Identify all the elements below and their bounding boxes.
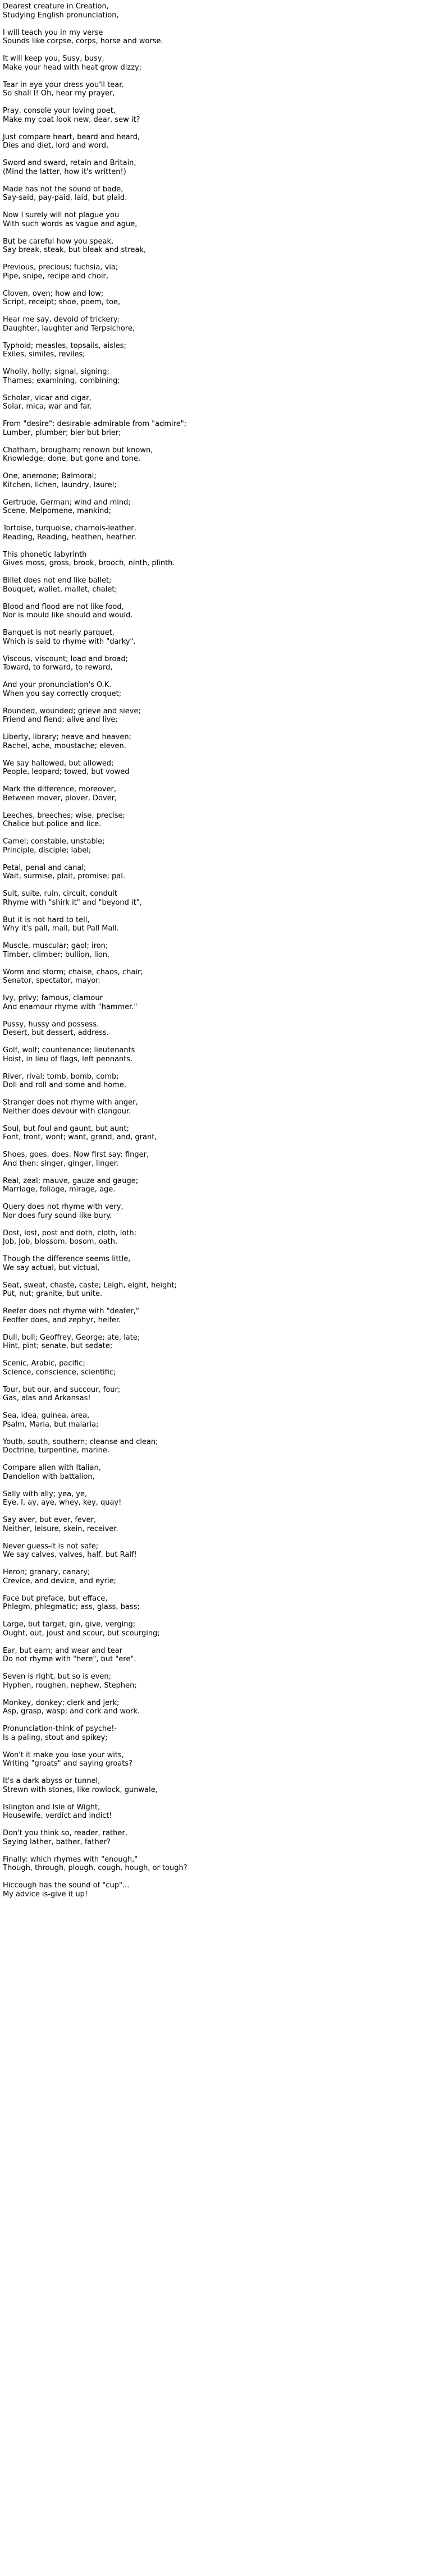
poem-line: Science, conscience, scientific; [3,1368,116,1377]
poem-stanza [3,107,421,124]
poem-line: Reefer does not rhyme with "deafer," [3,1307,139,1315]
poem-stanza [3,890,421,907]
poem-line: Nor does fury sound like bury. [3,1211,112,1220]
poem-stanza [3,290,421,307]
poem-stanza [3,1699,421,1716]
poem-line: Golf, wolf; countenance; lieutenants [3,1046,135,1055]
poem-line: Cloven, oven; how and low; [3,289,104,298]
poem-line: Mark the difference, moreover, [3,785,116,794]
poem-line: Doll and roll and some and home. [3,1081,126,1089]
poem-stanza [3,1281,421,1299]
poem-line: Heron; granary, canary; [3,1568,90,1576]
poem-stanza [3,1594,421,1612]
poem-line: Toward, to forward, to reward, [3,663,113,672]
poem-line: Sounds like corpse, corps, horse and worse. [3,37,163,45]
poem-stanza [3,1464,421,1481]
poem-stanza [3,1751,421,1768]
poem-line: Seven is right, but so is even; [3,1672,112,1681]
poem-line: But be careful how you speak, [3,237,114,246]
poem-stanza [3,1203,421,1220]
poem-stanza [3,681,421,698]
poem-stanza [3,837,421,855]
poem-line: Say aver, but ever, fever, [3,1516,97,1524]
poem-line: Lumber, plumber; bier but brier; [3,428,121,437]
poem-line: Phlegm, phlegmatic; ass, glass, bass; [3,1603,140,1611]
poem-line: Studying English pronunciation, [3,11,119,20]
poem-line: Real, zeal; mauve, gauze and gauge; [3,1176,139,1185]
poem-line: Hint, pint; senate, but sedate; [3,1342,113,1350]
poem-line: Bouquet, wallet, mallet, chalet; [3,585,117,594]
poem-line: Monkey, donkey; clerk and jerk; [3,1698,120,1707]
poem-stanza [3,394,421,411]
poem-line: Is a paling, stout and spikey; [3,1733,108,1742]
poem-line: And enamour rhyme with "hammer." [3,1002,138,1011]
poem-stanza [3,1229,421,1246]
poem-stanza [3,1125,421,1142]
poem-stanza [3,159,421,176]
poem-line: River, rival; tomb, bomb, comb; [3,1072,119,1081]
poem-stanza [3,368,421,385]
poem-line: Font, front, wont; want, grand, and, grant, [3,1133,157,1142]
poem-stanza [3,1725,421,1742]
poem-stanza [3,576,421,594]
poem-stanza [3,1672,421,1690]
poem-line: Dost, lost, post and doth, cloth, loth; [3,1229,136,1237]
poem-stanza [3,2,421,20]
poem-line: It will keep you, Susy, busy, [3,54,104,63]
poem-stanza [3,1881,421,1899]
poem-stanza [3,759,421,777]
poem-stanza [3,655,421,672]
poem-line: Strewn with stones, like rowlock, gunwale, [3,1785,158,1794]
poem-line: Chalice but police and lice. [3,820,102,828]
poem-line: Rounded, wounded; grieve and sieve; [3,707,141,716]
poem-line: Rachel, ache, moustache; eleven. [3,741,126,750]
poem-line: Put, nut; granite, but unite. [3,1290,103,1298]
poem-stanza [3,1620,421,1638]
poem-line: And your pronunciation's O.K. [3,681,112,689]
poem-line: Gas, alas and Arkansas! [3,1394,91,1402]
poem-stanza [3,1359,421,1377]
poem-line: Marriage, foliage, mirage, age. [3,1185,116,1194]
poem-line: So shall I! Oh, hear my prayer, [3,89,115,98]
poem-line: Dandelion with battalion, [3,1472,95,1481]
poem-line: Pronunciation-think of psyche!- [3,1725,117,1733]
poem-line: Shoes, goes, does. Now first say: finger, [3,1151,149,1159]
poem-line: Reading, Reading, heathen, heather. [3,533,136,542]
poem-stanza [3,1568,421,1585]
poem-line: Blood and flood are not like food, [3,602,124,611]
poem-stanza [3,1855,421,1873]
poem-line: Nor is mould like should and would. [3,611,133,620]
poem-line: Psalm, Maria, but malaria; [3,1420,99,1429]
poem-line: Doctrine, turpentine, marine. [3,1446,110,1455]
poem-line: Pussy, hussy and possess. [3,1020,99,1029]
poem-line: Liberty, library; heave and heaven; [3,733,131,741]
poem-line: Desert, but dessert, address. [3,1029,109,1037]
poem-line: Hiccough has the sound of "cup"... [3,1881,130,1890]
poem-line: Principle, disciple; label; [3,846,91,855]
poem-stanza [3,551,421,568]
poem-line: Leeches, breeches; wise, precise; [3,811,125,820]
poem-line: Typhoid; measles, topsails, aisles; [3,341,126,350]
poem-line: Banquet is not nearly parquet, [3,629,115,637]
poem-line: Kitchen, lichen, laundry, laurel; [3,480,117,489]
poem-line: Make my coat look new, dear, sew it? [3,115,140,124]
poem-stanza [3,54,421,72]
poem-stanza [3,1046,421,1064]
poem-line: Don't you think so, reader, rather, [3,1829,127,1837]
poem-stanza [3,1177,421,1194]
poem-stanza [3,1307,421,1324]
poem-stanza [3,1490,421,1507]
poem-stanza [3,342,421,359]
poem-stanza [3,1098,421,1116]
poem-line: Compare alien with Italian, [3,1464,101,1472]
poem-line: One, anemone; Balmoral; [3,472,97,480]
poem-stanza [3,968,421,986]
poem-line: Neither, leisure, skein, receiver. [3,1524,118,1533]
poem-stanza [3,733,421,750]
poem-stanza [3,629,421,646]
poem-line: Gives moss, gross, brook, brooch, ninth, plinth. [3,559,175,567]
poem-stanza [3,185,421,203]
poem-line: Pray, console your loving poet, [3,107,116,115]
poem-line: Ivy, privy; famous, clamour [3,994,103,1002]
poem-line: Youth, south, southern; cleanse and clean; [3,1437,158,1446]
poem-stanza [3,1438,421,1455]
poem-line: Saying lather, bather, father? [3,1837,111,1846]
poem-stanza [3,1647,421,1664]
poem-line: We say calves, valves, half, but Ralf! [3,1551,137,1559]
poem-line: Job, Job, blossom, bosom, oath. [3,1237,118,1246]
poem-line: Though, through, plough, cough, hough, or tough? [3,1864,187,1872]
poem-line: Eye, I, ay, aye, whey, key, quay! [3,1498,122,1507]
poem-stanza [3,1072,421,1090]
poem-line: Tour, but our, and succour, four; [3,1385,121,1394]
poem-line: Worm and storm; chaise, chaos, chair; [3,968,143,977]
poem-line: Sword and sward, retain and Britain, [3,159,136,167]
poem-stanza [3,315,421,333]
poem-line: Won't it make you lose your wits, [3,1750,124,1759]
poem-line: Hyphen, roughen, nephew, Stephen; [3,1681,137,1690]
poem-line: Gertrude, German; wind and mind; [3,498,131,507]
poem-line: Petal, penal and canal; [3,863,86,872]
poem-line: Previous, precious; fuchsia, via; [3,263,118,272]
poem-stanza [3,785,421,803]
poem-stanza [3,1803,421,1821]
poem-line: Hear me say, devoid of trickery: [3,315,120,324]
poem-line: Finally: which rhymes with "enough," [3,1855,138,1864]
poem-line: Just compare heart, beard and heard, [3,132,140,141]
poem-line: It's a dark abyss or tunnel, [3,1777,100,1785]
poem-stanza [3,1255,421,1272]
poem-stanza [3,420,421,437]
poem-line: Wholly, holly; signal, signing; [3,368,109,376]
poem-line: We say hallowed, but allowed; [3,759,114,768]
poem-stanza [3,994,421,1011]
poem-line: Query does not rhyme with very, [3,1203,123,1211]
poem-line: Between mover, plover, Dover, [3,794,117,803]
poem-line: Crevice, and device, and eyrie; [3,1576,117,1585]
poem-line: Pipe, snipe, recipe and choir, [3,272,109,281]
poem-line: Do not rhyme with "here", but "ere". [3,1655,136,1663]
poem-line: Camel; constable, unstable; [3,837,105,846]
poem-stanza [3,29,421,46]
poem-line: Sea, idea, guinea, area, [3,1411,90,1420]
poem-line: Wait, surmise, plait, promise; pal. [3,872,125,881]
poem-line: Muscle, muscular; gaol; iron; [3,942,108,950]
poem-stanza [3,603,421,620]
poem-line: Chatham, brougham; renown but known, [3,446,153,455]
poem-line: Suit, suite, ruin, circuit, conduit [3,890,117,898]
poem-stanza [3,942,421,959]
poem-line: Housewife, verdict and indict! [3,1812,112,1820]
poem-line: Stranger does not rhyme with anger, [3,1098,138,1107]
poem-stanza [3,133,421,150]
poem-line: Senator, spectator, mayor. [3,977,100,985]
poem-stanza [3,237,421,255]
poem-line: (Mind the latter, how it's written!) [3,167,126,176]
poem-stanza [3,1386,421,1403]
poem-line: From "desire": desirable-admirable from "admire"; [3,420,187,428]
poem-line: Say break, steak, but bleak and streak, [3,246,147,254]
poem-line: Ought, out, joust and scour, but scourging; [3,1629,160,1638]
poem-line: Script, receipt; shoe, poem, toe, [3,298,121,306]
poem-line: Viscous, viscount; load and broad; [3,654,129,663]
poem-line: Now I surely will not plague you [3,211,120,219]
poem-line: Tortoise, turquoise, chamois-leather, [3,524,136,533]
poem-line: Exiles, similes, reviles; [3,350,85,359]
poem-line: Thames; examining, combining; [3,376,120,385]
poem-line: Scenic, Arabic, pacific; [3,1359,85,1368]
poem-stanza [3,812,421,829]
poem-line: Dearest creature in Creation, [3,2,109,11]
poem-line: Though the difference seems little, [3,1255,131,1263]
poem-stanza [3,1777,421,1794]
poem-stanza [3,524,421,542]
poem-stanza [3,1542,421,1560]
poem-line: When you say correctly croquet; [3,689,122,698]
poem-line: Seat, sweat, chaste, caste; Leigh, eight, height; [3,1281,177,1290]
poem-line: Face but preface, but efface, [3,1594,108,1603]
poem-line: Tear in eye your dress you'll tear. [3,80,124,89]
poem-line: My advice is-give it up! [3,1890,88,1899]
poem-stanza [3,1020,421,1038]
poem-stanza [3,1333,421,1351]
poem-stanza [3,211,421,228]
poem-line: I will teach you in my verse [3,28,103,37]
poem-line: Islington and Isle of Wight, [3,1803,100,1812]
poem-line: Knowledge; done, but gone and tone, [3,455,140,463]
poem-stanza [3,498,421,516]
poem-line: Say-said, pay-paid, laid, but plaid. [3,194,127,202]
poem-line: People, leopard; towed, but vowed [3,768,130,776]
poem-line: This phonetic labyrinth [3,550,87,559]
poem-line: Neither does devour with clangour. [3,1107,131,1116]
poem-line: Ear, but earn; and wear and tear [3,1646,123,1655]
poem-line: Soul, but foul and gaunt, but aunt; [3,1124,129,1133]
poem-stanza [3,707,421,725]
poem-line: Dull, bull; Geoffrey, George; ate, late; [3,1333,140,1342]
poem-stanza [3,81,421,98]
poem-line: Never guess-it is not safe; [3,1542,99,1551]
poem-line: Scene, Melpomene, mankind; [3,507,111,515]
poem-line: Scholar, vicar and cigar, [3,393,91,402]
poem-line: Sally with ally; yea, ye, [3,1489,88,1498]
poem-stanza [3,864,421,881]
poem-stanza [3,916,421,933]
poem-line: Writing "groats" and saying groats? [3,1759,133,1768]
poem-line: Make your head with heat grow dizzy; [3,63,142,72]
poem-line: Hoist, in lieu of flags, left pennants. [3,1055,133,1064]
poem-line: Friend and fiend; alive and live; [3,716,118,724]
poem-line: Asp, grasp, wasp; and cork and work. [3,1707,140,1716]
poem-line: But it is not hard to tell, [3,915,90,924]
poem-line: Which is said to rhyme with "darky". [3,637,136,646]
poem-line: With such words as vague and ague, [3,219,138,228]
poem-line: Large, but target, gin, give, verging; [3,1620,136,1629]
poem-stanza [3,1151,421,1168]
poem-line: Billet does not end like ballet; [3,576,112,585]
poem-stanza [3,1516,421,1533]
poem-stanza [3,263,421,281]
poem-stanza [3,1829,421,1846]
poem-line: Why it's pall, mall, but Pall Mall. [3,924,119,933]
poem-line: Timber, climber; bullion, lion, [3,950,110,959]
poem-stanza [3,1411,421,1429]
poem-line: Rhyme with "shirk it" and "beyond it", [3,898,142,907]
poem-stanza [3,446,421,464]
poem-line: Dies and diet, lord and word, [3,141,109,150]
poem-line: Daughter, laughter and Terpsichore, [3,324,135,333]
poem-line: Feoffer does, and zephyr, heifer. [3,1315,121,1324]
poem-stanza [3,472,421,489]
poem-line: Made has not the sound of bade, [3,185,123,194]
poem-line: Solar, mica, war and far. [3,402,92,411]
poem-line: And then: singer, ginger, linger. [3,1159,119,1168]
poem-line: We say actual, but victual, [3,1263,100,1272]
